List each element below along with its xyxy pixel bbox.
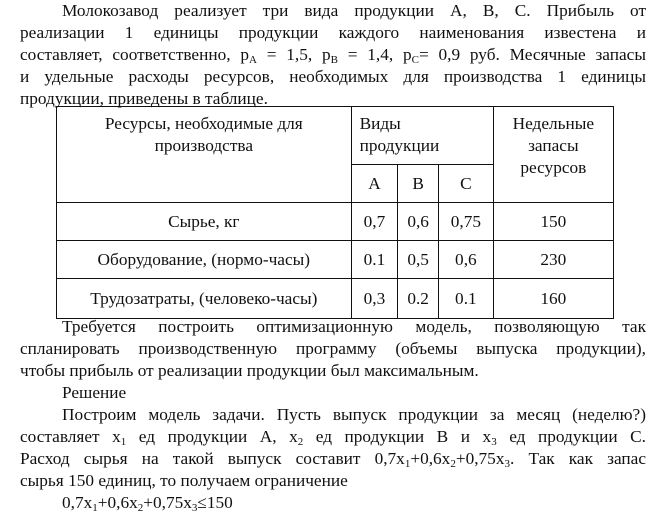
row-value-b: 0,6: [398, 203, 439, 241]
header-col-b: B: [398, 165, 439, 203]
constraint-formula: $0,7x_1+0,6x_2+0,75x_3\le 150$: [62, 493, 233, 514]
header-weekly-stock: Недельные запасы ресурсов: [493, 107, 613, 203]
table-row: [57, 279, 614, 319]
intro-line-prices: составляет, соответственно, $p_A = 1,5$, $p_B = 1,4$, $p_C= 0,9$ руб. Месячные запасы: [20, 45, 646, 66]
row-stock: 230: [493, 241, 613, 279]
row-value-a: 0.1: [351, 241, 398, 279]
header-col-a: A: [351, 165, 398, 203]
intro-line: Молокозавод реализует три вида продукции A, B, C. Прибыль от: [62, 1, 646, 20]
resources-table: [56, 106, 614, 319]
row-value-c: 0.1: [439, 279, 494, 319]
intro-line: и удельные расходы ресурсов, необходимых для производства 1 единицы: [20, 67, 646, 86]
solution-paragraph: [20, 404, 646, 492]
row-resource-name: Трудозатраты, (человеко-часы): [57, 279, 352, 319]
intro-line: реализации 1 единицы продукции каждого наименования известена и: [20, 23, 646, 42]
solution-line: Построим модель задачи. Пусть выпуск продукции за месяц (неделю?): [62, 405, 646, 424]
row-value-c: 0,75: [439, 203, 494, 241]
solution-line: сырья 150 единиц, то получаем ограничение: [20, 471, 348, 490]
row-resource-name: Оборудование, (нормо-часы): [57, 241, 352, 279]
row-value-b: 0,5: [398, 241, 439, 279]
intro-line: продукции, приведены в таблице.: [20, 89, 268, 108]
header-col-c: C: [439, 165, 494, 203]
row-resource-name: Сырье, кг: [57, 203, 352, 241]
row-stock: 150: [493, 203, 613, 241]
task-line: спланировать производственную программу (объемы выпуска продукции),: [20, 339, 646, 358]
table-row: [57, 241, 614, 279]
table-row: [57, 203, 614, 241]
row-value-a: 0,7: [351, 203, 398, 241]
task-line: чтобы прибыль от реализации продукции был максимальным.: [20, 361, 479, 380]
solution-line-consumption: Расход сырья на такой выпуск составит $0,7x_1+0,6x_2+0,75x_3$. Так как запас: [20, 449, 646, 470]
row-value-c: 0,6: [439, 241, 494, 279]
solution-line-variables: составляет $x_1$ ед продукции A, $x_2$ ед продукции B и $x_3$ ед продукции C.: [20, 427, 646, 448]
header-resources: Ресурсы, необходимые для производства: [57, 107, 352, 203]
solution-heading: Решение: [62, 383, 127, 402]
intro-paragraph: [20, 0, 646, 110]
row-value-a: 0,3: [351, 279, 398, 319]
row-value-b: 0.2: [398, 279, 439, 319]
header-product-types: Виды продукции: [351, 107, 493, 165]
task-line: Требуется построить оптимизационную модель, позволяющую так: [62, 317, 646, 336]
row-stock: 160: [493, 279, 613, 319]
task-paragraph: [20, 316, 646, 382]
